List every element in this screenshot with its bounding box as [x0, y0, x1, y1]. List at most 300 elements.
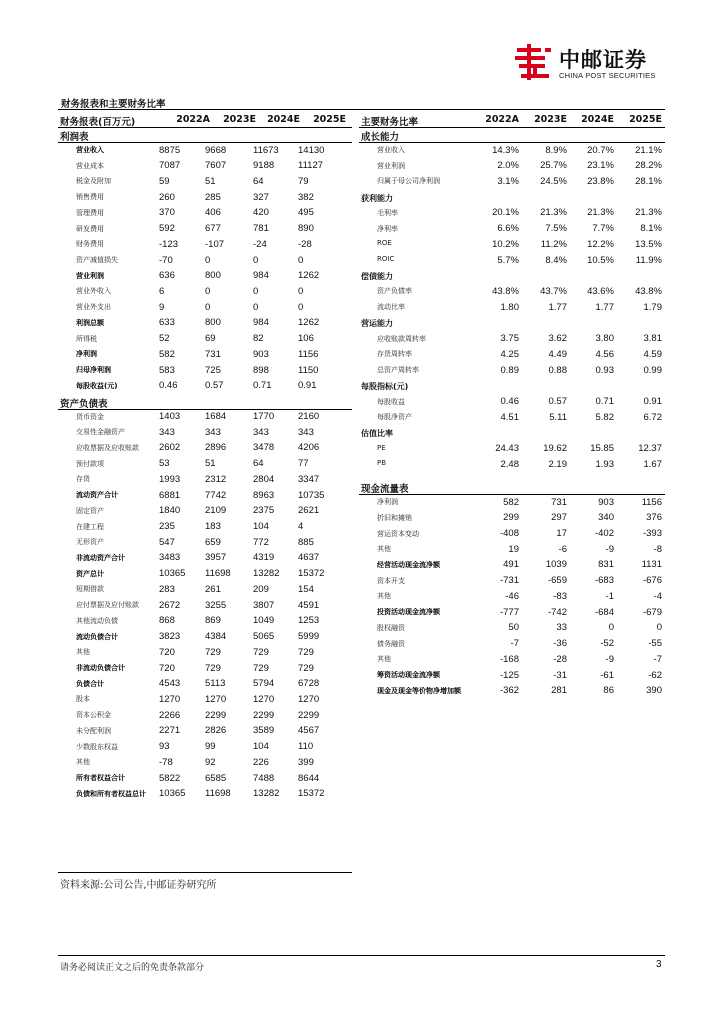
cell-value: 903	[253, 348, 269, 360]
cell-value: 6728	[298, 678, 320, 690]
table-row	[58, 740, 352, 756]
cell-value: 2804	[253, 473, 275, 485]
cell-value: 1.93	[595, 458, 614, 470]
cell-value: 21.1%	[635, 144, 662, 156]
cell-value: 5065	[253, 631, 275, 643]
cell-value: 2.0%	[497, 160, 519, 172]
row-label: 应收票据及应收账款	[76, 443, 139, 452]
cell-value: -676	[642, 575, 662, 587]
cell-value: 633	[159, 317, 175, 329]
cell-value: 0	[253, 301, 259, 313]
cell-value: 297	[551, 512, 567, 524]
cell-value: 7.7%	[592, 223, 614, 235]
cell-value: 13282	[253, 788, 280, 800]
cell-value: 0.57	[548, 396, 567, 407]
cell-value: 43.8%	[492, 285, 519, 297]
cell-value: 86	[603, 685, 614, 697]
cell-value: 3957	[205, 552, 227, 564]
table-row	[359, 511, 665, 527]
cell-value: 677	[205, 223, 221, 235]
cell-value: 19.62	[543, 443, 567, 455]
cell-value: 1156	[298, 348, 319, 360]
cell-value: -777	[499, 606, 519, 618]
cell-value: 15.85	[590, 443, 614, 455]
row-label: 总资产周转率	[377, 366, 419, 375]
cell-value: 420	[253, 207, 269, 219]
table-row	[359, 652, 665, 668]
row-label: 其他	[377, 592, 391, 601]
row-label: 流动负债合计	[76, 632, 118, 641]
cell-value: 2621	[298, 505, 320, 517]
table-row	[359, 527, 665, 543]
cell-value: 299	[503, 512, 519, 524]
cell-value: 64	[253, 458, 264, 470]
section-title: 资产负债表	[60, 398, 108, 410]
table-row	[58, 174, 352, 190]
year-header: 2022A	[176, 114, 210, 125]
row-label: 净利润	[76, 350, 97, 359]
cell-value: 7.5%	[545, 223, 567, 235]
cell-value: 154	[298, 583, 314, 595]
cell-value: 28.2%	[635, 160, 662, 172]
china-post-logo-icon	[515, 44, 553, 80]
cell-value: 21.3%	[587, 207, 614, 219]
row-label: 资产减值损失	[76, 256, 118, 265]
cell-value: 79	[298, 175, 309, 187]
row-label: 其他	[377, 655, 391, 664]
row-label: 营业成本	[76, 161, 104, 170]
table-row	[58, 379, 352, 395]
cell-value: 17	[556, 528, 567, 540]
cell-value: 890	[298, 223, 314, 235]
cell-value: 10365	[159, 788, 186, 800]
row-label: 其他	[76, 758, 90, 767]
cell-value: 8.1%	[640, 223, 662, 235]
row-label: 非流动资产合计	[76, 553, 125, 562]
cell-value: 0.99	[643, 364, 662, 376]
cell-value: 720	[159, 662, 175, 674]
cell-value: -62	[648, 669, 662, 681]
table-row	[58, 425, 352, 441]
table-row	[58, 441, 352, 457]
cell-value: 491	[503, 559, 519, 571]
row-label: 净利率	[377, 224, 398, 233]
row-label: 其他	[377, 545, 391, 554]
cell-value: 1262	[298, 317, 320, 329]
cell-value: 8.4%	[545, 254, 567, 266]
table-row	[58, 692, 352, 708]
cell-value: 343	[205, 426, 221, 438]
cell-value: 2375	[253, 505, 275, 517]
row-label: 交易性金融资产	[76, 428, 125, 437]
row-label: 归母净利润	[76, 366, 111, 375]
cell-value: 0.88	[548, 364, 567, 376]
cell-value: 343	[159, 426, 175, 438]
row-label: 负债和所有者权益总计	[76, 789, 146, 798]
cell-value: 20.1%	[492, 207, 519, 219]
cell-value: 495	[298, 207, 314, 219]
table-row	[359, 668, 665, 684]
cell-value: 6881	[159, 489, 181, 501]
cell-value: 729	[205, 662, 221, 674]
cell-value: -4	[653, 590, 662, 602]
table-row	[359, 457, 665, 473]
cell-value: 7488	[253, 772, 275, 784]
cell-value: 7742	[205, 489, 227, 501]
cell-value: 5822	[159, 772, 181, 784]
cell-value: 9	[159, 301, 165, 313]
cell-value: -393	[642, 528, 662, 540]
cell-value: 3.1%	[497, 175, 519, 187]
row-label: 固定资产	[76, 506, 104, 515]
cell-value: 1270	[159, 693, 181, 705]
table-row	[58, 677, 352, 693]
row-label: 经营活动现金流净额	[377, 560, 440, 569]
cell-value: 3.75	[500, 333, 519, 345]
cell-value: 6	[159, 285, 165, 297]
table-row	[359, 574, 665, 590]
table-row	[58, 645, 352, 661]
cell-value: 3.81	[643, 333, 662, 345]
row-label: 营业利润	[76, 271, 104, 280]
disclaimer-footer: 请务必阅读正文之后的免责条款部分	[60, 963, 205, 973]
cell-value: 547	[159, 536, 175, 548]
subsection-title: 每股指标(元)	[361, 382, 409, 392]
cell-value: 327	[253, 191, 269, 203]
cell-value: 14130	[298, 144, 325, 156]
cell-value: 260	[159, 191, 175, 203]
cell-value: -659	[547, 575, 567, 587]
cell-value: 11698	[205, 788, 231, 800]
cell-value: 376	[646, 512, 662, 524]
cell-value: 1131	[641, 559, 662, 571]
cell-value: 729	[298, 662, 314, 674]
year-header: 2022A	[485, 114, 519, 125]
section-title: 成长能力	[361, 132, 400, 143]
table-row	[359, 684, 665, 700]
brand-name-en: CHINA POST SECURITIES	[559, 71, 656, 80]
cell-value: 0.71	[253, 380, 272, 392]
row-label: 每股净资产	[377, 413, 412, 422]
section-header	[58, 128, 352, 143]
cell-value: 9668	[205, 144, 227, 156]
cell-value: 729	[298, 646, 314, 658]
cell-value: -7	[510, 638, 519, 650]
cell-value: 110	[298, 741, 314, 753]
cell-value: 3483	[159, 552, 181, 564]
table-row	[58, 457, 352, 473]
table-row	[58, 284, 352, 300]
row-label: 营业外收入	[76, 287, 111, 296]
cell-value: 1270	[253, 693, 275, 705]
row-label: 资本开支	[377, 576, 405, 585]
table-row	[58, 708, 352, 724]
cell-value: 903	[598, 496, 614, 508]
cell-value: 43.8%	[635, 285, 662, 297]
cell-value: 731	[205, 348, 221, 360]
subsection-header	[359, 426, 665, 442]
table-row	[359, 206, 665, 222]
cell-value: 731	[551, 496, 567, 508]
cell-value: 2299	[205, 709, 227, 721]
cell-value: 283	[159, 583, 175, 595]
cell-value: 104	[253, 521, 269, 533]
table-row	[58, 630, 352, 646]
row-label: 毛利率	[377, 208, 398, 217]
cell-value: 781	[253, 223, 269, 235]
table-row	[58, 410, 352, 426]
row-label: 短期借款	[76, 585, 104, 594]
cell-value: -31	[553, 669, 567, 681]
cell-value: 82	[253, 333, 264, 345]
page-title: 财务报表和主要财务比率	[61, 99, 166, 110]
table-row	[58, 347, 352, 363]
cell-value: 3255	[205, 599, 227, 611]
cell-value: 2.19	[548, 458, 567, 470]
cell-value: 2312	[205, 473, 227, 485]
subsection-header	[359, 190, 665, 206]
row-label: 货币资金	[76, 412, 104, 421]
table-row	[359, 621, 665, 637]
cell-value: -683	[594, 575, 614, 587]
row-label: 债务融资	[377, 639, 405, 648]
cell-value: 64	[253, 175, 264, 187]
cell-value: 7607	[205, 160, 227, 172]
cell-value: 3478	[253, 442, 275, 454]
row-label: 投资活动现金流净额	[377, 608, 440, 617]
section-header	[58, 395, 352, 410]
table-bottom-rule	[58, 872, 352, 873]
row-label: ROE	[377, 239, 392, 248]
table-row	[58, 535, 352, 551]
year-header: 2024E	[581, 114, 614, 125]
table-row	[359, 237, 665, 253]
cell-value: 15372	[298, 568, 325, 580]
table-row	[58, 300, 352, 316]
table-row	[359, 347, 665, 363]
cell-value: 1684	[205, 411, 227, 422]
year-header: 2023E	[534, 114, 567, 125]
cell-value: 2.48	[500, 458, 519, 470]
table-row	[58, 190, 352, 206]
table-row	[58, 472, 352, 488]
table-row	[359, 395, 665, 411]
cell-value: -679	[642, 606, 662, 618]
row-label: 存货周转率	[377, 350, 412, 359]
cell-value: -362	[499, 685, 519, 697]
cell-value: 729	[205, 646, 221, 658]
row-label: 存货	[76, 475, 90, 484]
cell-value: -107	[205, 238, 225, 250]
cell-value: 343	[298, 426, 314, 438]
row-label: 无形资产	[76, 538, 104, 547]
row-label: 资本公积金	[76, 711, 111, 720]
subsection-header	[359, 316, 665, 332]
cell-value: 4.56	[595, 348, 614, 360]
cell-value: 4591	[298, 599, 320, 611]
right-table-header	[359, 112, 665, 128]
row-label: 营业利润	[377, 161, 405, 170]
row-label: 每股收益(元)	[76, 381, 118, 390]
cell-value: 2271	[159, 725, 181, 737]
table-row	[58, 159, 352, 175]
cell-value: 0	[298, 254, 304, 266]
row-label: 研发费用	[76, 224, 104, 233]
row-label: 营业收入	[76, 146, 104, 154]
cell-value: 24.5%	[540, 175, 567, 187]
cell-value: 11698	[205, 568, 231, 580]
cell-value: 3347	[298, 473, 320, 485]
row-label: 其他流动负债	[76, 616, 118, 625]
cell-value: 582	[503, 496, 519, 508]
cell-value: 720	[159, 646, 175, 658]
cell-value: -9	[605, 653, 614, 665]
cell-value: 636	[159, 270, 175, 282]
cell-value: -6	[558, 543, 567, 555]
cell-value: 9188	[253, 160, 275, 172]
cell-value: 1.77	[595, 301, 614, 313]
cell-value: 7087	[159, 160, 181, 172]
row-label: PE	[377, 443, 386, 452]
cell-value: 4319	[253, 552, 275, 564]
left-table-heading: 财务报表(百万元)	[60, 117, 136, 128]
cell-value: 382	[298, 191, 314, 203]
right-table-heading: 主要财务比率	[361, 117, 419, 128]
cell-value: 23.8%	[587, 175, 614, 187]
row-label: 所得税	[76, 334, 97, 343]
cell-value: 261	[205, 583, 221, 595]
cell-value: 1270	[298, 693, 320, 705]
cell-value: 370	[159, 207, 175, 219]
cell-value: 11127	[298, 160, 324, 172]
cell-value: 1840	[159, 505, 181, 517]
cell-value: 183	[205, 521, 221, 533]
table-row	[58, 222, 352, 238]
cell-value: 43.6%	[587, 285, 614, 297]
cell-value: 226	[253, 756, 269, 768]
cell-value: 1270	[205, 693, 227, 705]
cell-value: 4.25	[500, 348, 519, 360]
cell-value: 51	[205, 175, 216, 187]
table-row	[359, 284, 665, 300]
cell-value: 53	[159, 458, 170, 470]
cell-value: -742	[547, 606, 567, 618]
row-label: 流动资产合计	[76, 491, 118, 500]
cell-value: 3.80	[595, 333, 614, 345]
cell-value: 984	[253, 270, 269, 282]
cell-value: 340	[598, 512, 614, 524]
left-table-header	[58, 112, 352, 128]
cell-value: 10.2%	[492, 238, 519, 250]
cell-value: 77	[298, 458, 309, 470]
row-label: 净利润	[377, 498, 398, 507]
cell-value: 772	[253, 536, 269, 548]
title-divider	[58, 109, 665, 110]
cell-value: 343	[253, 426, 269, 438]
row-label: 财务费用	[76, 240, 104, 249]
cell-value: 5.7%	[497, 254, 519, 266]
table-row	[58, 755, 352, 771]
cell-value: 0.93	[595, 364, 614, 376]
table-row	[359, 253, 665, 269]
cell-value: 2109	[205, 505, 227, 517]
cell-value: 33	[556, 622, 567, 634]
cell-value: 4543	[159, 678, 181, 690]
cell-value: 6.6%	[497, 223, 519, 235]
cell-value: 406	[205, 207, 221, 219]
cell-value: 2266	[159, 709, 181, 721]
year-header: 2025E	[629, 114, 662, 125]
row-label: 利润总额	[76, 318, 104, 327]
cell-value: 43.7%	[540, 285, 567, 297]
year-header: 2024E	[267, 114, 300, 125]
table-row	[359, 363, 665, 379]
table-row	[58, 520, 352, 536]
table-row	[58, 787, 352, 803]
cell-value: 23.1%	[587, 160, 614, 172]
table-row	[58, 206, 352, 222]
row-label: 股本	[76, 695, 90, 704]
cell-value: -70	[159, 254, 173, 266]
cell-value: 51	[205, 458, 216, 470]
row-label: PB	[377, 459, 387, 468]
table-row	[359, 410, 665, 426]
table-row	[359, 589, 665, 605]
cell-value: -125	[499, 669, 519, 681]
cell-value: 10.5%	[587, 254, 614, 266]
cell-value: -36	[553, 638, 567, 650]
cell-value: -168	[499, 653, 519, 665]
cell-value: 0.46	[159, 380, 178, 392]
table-row	[359, 637, 665, 653]
row-label: 筹资活动现金流净额	[377, 671, 440, 679]
cell-value: 0.91	[298, 380, 317, 392]
cell-value: 729	[253, 646, 269, 658]
row-label: 流动比率	[377, 303, 405, 312]
row-label: ROIC	[377, 255, 395, 264]
cell-value: 868	[159, 615, 175, 627]
cell-value: 1150	[298, 364, 319, 376]
row-label: 应收账款周转率	[377, 334, 426, 343]
table-row	[359, 143, 665, 159]
cell-value: 0	[656, 622, 662, 634]
cell-value: 831	[598, 559, 614, 571]
table-row	[58, 598, 352, 614]
cell-value: -61	[600, 669, 614, 681]
cell-value: -123	[159, 238, 179, 250]
table-row	[359, 174, 665, 190]
table-row	[359, 495, 665, 511]
table-row	[359, 159, 665, 175]
page-number: 3	[656, 959, 662, 970]
cell-value: 4	[298, 521, 304, 533]
cell-value: 8875	[159, 144, 181, 156]
cell-value: 0	[608, 622, 614, 634]
cell-value: 1770	[253, 411, 275, 422]
cell-value: 209	[253, 583, 269, 595]
cell-value: 583	[159, 364, 175, 376]
cell-value: 13282	[253, 568, 280, 580]
subsection-header	[359, 269, 665, 285]
cell-value: 20.7%	[587, 144, 614, 156]
cell-value: 5.82	[595, 411, 614, 423]
cell-value: 898	[253, 364, 269, 376]
year-header: 2025E	[313, 114, 346, 125]
row-label: 管理费用	[76, 208, 104, 217]
row-label: 应付票据及应付账款	[76, 601, 139, 610]
cell-value: 4206	[298, 442, 320, 454]
subsection-title: 获利能力	[361, 193, 393, 203]
